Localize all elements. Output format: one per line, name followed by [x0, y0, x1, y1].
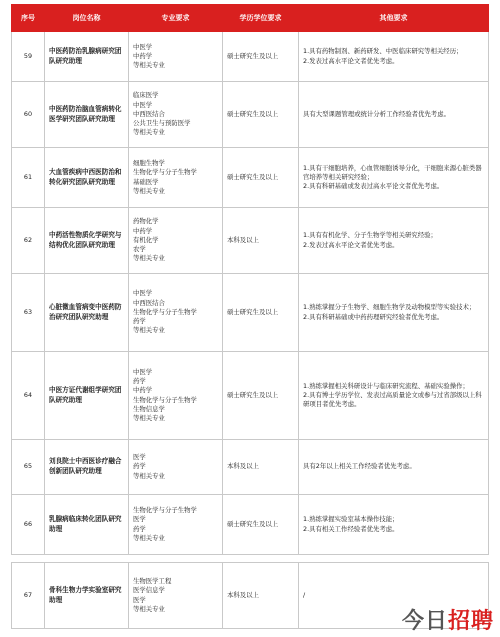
table-row [12, 274, 489, 352]
other-item: 1.具有干细胞培养，心血管细胞诱导分化，干细胞来源心脏类器官培养等相关研究经验； [303, 163, 482, 181]
table-body [12, 32, 489, 629]
row-number: 59 [12, 32, 45, 82]
major-item: 等相关专业 [133, 604, 165, 613]
major-item: 中医学 [133, 42, 153, 51]
major-requirements [129, 495, 223, 555]
major-item: 中医学 [133, 367, 153, 376]
major-item: 药学 [133, 376, 146, 385]
other-requirements [299, 352, 489, 440]
watermark-part2: 招聘 [447, 609, 494, 634]
major-item: 细胞生物学 [133, 158, 165, 167]
position-name: 刘良院士中西医诊疗融合创新团队研究助理 [45, 440, 129, 495]
major-item: 等相关专业 [133, 533, 165, 542]
other-item: / [303, 590, 306, 599]
row-number: 62 [12, 208, 45, 274]
other-requirements [299, 82, 489, 148]
other-requirements [299, 495, 489, 555]
education-requirement: 硕士研究生及以上 [223, 495, 299, 555]
position-name: 中药活性物质化学研究与结构优化团队研究助理 [45, 208, 129, 274]
position-name: 乳腺病临床转化团队研究助理 [45, 495, 129, 555]
education-requirement: 硕士研究生及以上 [223, 82, 299, 148]
major-item: 有机化学 [133, 235, 159, 244]
other-item: 2.具有相关工作经验者优先考虑。 [303, 524, 399, 533]
position-name: 大血管疾病中西医防治和转化研究团队研究助理 [45, 148, 129, 208]
major-item: 生物医学工程 [133, 576, 172, 585]
header-education: 学历学位要求 [223, 5, 299, 32]
major-item: 生物化学与分子生物学 [133, 395, 197, 404]
major-item: 生物信息学 [133, 404, 165, 413]
position-name: 中医药防治脑血管病转化医学研究团队研究助理 [45, 82, 129, 148]
education-requirement: 本科及以上 [223, 563, 299, 629]
other-item: 1.熟练掌握实验室基本操作技能； [303, 515, 399, 524]
major-item: 医学 [133, 595, 146, 604]
major-requirements [129, 32, 223, 82]
education-requirement: 硕士研究生及以上 [223, 274, 299, 352]
other-item: 2.发表过高水平论文者优先考虑。 [303, 240, 399, 249]
other-item: 2.具有科研基础或发表过高水平论文者优先考虑。 [303, 182, 444, 191]
table-row [12, 82, 489, 148]
major-requirements [129, 352, 223, 440]
major-item: 等相关专业 [133, 254, 165, 263]
education-requirement: 硕士研究生及以上 [223, 148, 299, 208]
major-requirements [129, 440, 223, 495]
major-item: 等相关专业 [133, 128, 165, 137]
major-item: 等相关专业 [133, 414, 165, 423]
major-requirements [129, 274, 223, 352]
row-number: 60 [12, 82, 45, 148]
major-item: 药学 [133, 462, 146, 471]
major-item: 生物化学与分子生物学 [133, 505, 197, 514]
major-item: 中西医结合 [133, 298, 165, 307]
other-item: 1.具有药物制剂、新药研发、中医临床研究等相关经历； [303, 47, 463, 56]
major-item: 临床医学 [133, 91, 159, 100]
major-item: 中西医结合 [133, 109, 165, 118]
row-number: 61 [12, 148, 45, 208]
major-requirements [129, 148, 223, 208]
table-row [12, 32, 489, 82]
major-item: 医学信息学 [133, 586, 165, 595]
other-requirements [299, 440, 489, 495]
row-number: 67 [12, 563, 45, 629]
major-requirements [129, 82, 223, 148]
table-row [12, 440, 489, 495]
major-item: 等相关专业 [133, 471, 165, 480]
major-requirements [129, 208, 223, 274]
header-other: 其他要求 [299, 5, 489, 32]
header-major: 专业要求 [129, 5, 223, 32]
table-header-row [12, 5, 489, 32]
other-item: 1.熟练掌握相关科研设计与临床研究流程、基础实验操作； [303, 381, 469, 390]
education-requirement: 本科及以上 [223, 208, 299, 274]
major-item: 等相关专业 [133, 186, 165, 195]
table-row [12, 208, 489, 274]
row-number: 66 [12, 495, 45, 555]
row-number: 64 [12, 352, 45, 440]
major-item: 中医学 [133, 289, 153, 298]
other-item: 2.发表过高水平论文者优先考虑。 [303, 56, 399, 65]
other-requirements [299, 148, 489, 208]
major-item: 药学 [133, 524, 146, 533]
position-name: 中医药防治乳腺病研究团队研究助理 [45, 32, 129, 82]
row-number: 63 [12, 274, 45, 352]
major-requirements [129, 563, 223, 629]
major-item: 生物化学与分子生物学 [133, 307, 197, 316]
major-item: 中药学 [133, 386, 153, 395]
education-requirement: 硕士研究生及以上 [223, 32, 299, 82]
row-number: 65 [12, 440, 45, 495]
header-position: 岗位名称 [45, 5, 129, 32]
position-name: 骨科生物力学实验室研究助理 [45, 563, 129, 629]
education-requirement: 本科及以上 [223, 440, 299, 495]
table-row [12, 148, 489, 208]
other-item: 2.具有科研基础或中药药理研究经验者优先考虑。 [303, 312, 444, 321]
other-item: 具有2年以上相关工作经验者优先考虑。 [303, 462, 416, 471]
header-no: 序号 [12, 5, 45, 32]
major-item: 医学 [133, 515, 146, 524]
major-item: 中医学 [133, 100, 153, 109]
education-requirement: 硕士研究生及以上 [223, 352, 299, 440]
major-item: 等相关专业 [133, 61, 165, 70]
other-item: 1.熟练掌握分子生物学、细胞生物学及动物模型等实验技术； [303, 303, 476, 312]
major-item: 生物化学与分子生物学 [133, 168, 197, 177]
major-item: 医学 [133, 453, 146, 462]
major-item: 等相关专业 [133, 326, 165, 335]
other-item: 具有大型课题管理或统计分析工作经验者优先考虑。 [303, 109, 450, 118]
recruitment-table [11, 4, 489, 629]
other-requirements [299, 274, 489, 352]
position-name: 中医方证代谢组学研究团队研究助理 [45, 352, 129, 440]
watermark-logo [402, 604, 494, 635]
other-item: 2.具有博士学历学位、发表过高质量论文或参与过省部级以上科研项目者优先考虑。 [303, 390, 482, 409]
other-item: 1.具有有机化学、分子生物学等相关研究经验； [303, 231, 437, 240]
other-requirements [299, 32, 489, 82]
table-row [12, 495, 489, 555]
position-name: 心脏微血管病变中医药防治研究团队研究助理 [45, 274, 129, 352]
table-gap [12, 555, 489, 563]
other-requirements [299, 208, 489, 274]
table-row [12, 352, 489, 440]
major-item: 药学 [133, 317, 146, 326]
table-gap-cell [12, 555, 489, 563]
major-item: 中药学 [133, 51, 153, 60]
major-item: 公共卫生与预防医学 [133, 119, 191, 128]
major-item: 基础医学 [133, 177, 159, 186]
watermark-part1: 今日 [401, 609, 448, 634]
major-item: 中药学 [133, 226, 153, 235]
major-item: 药物化学 [133, 217, 159, 226]
major-item: 农学 [133, 245, 146, 254]
